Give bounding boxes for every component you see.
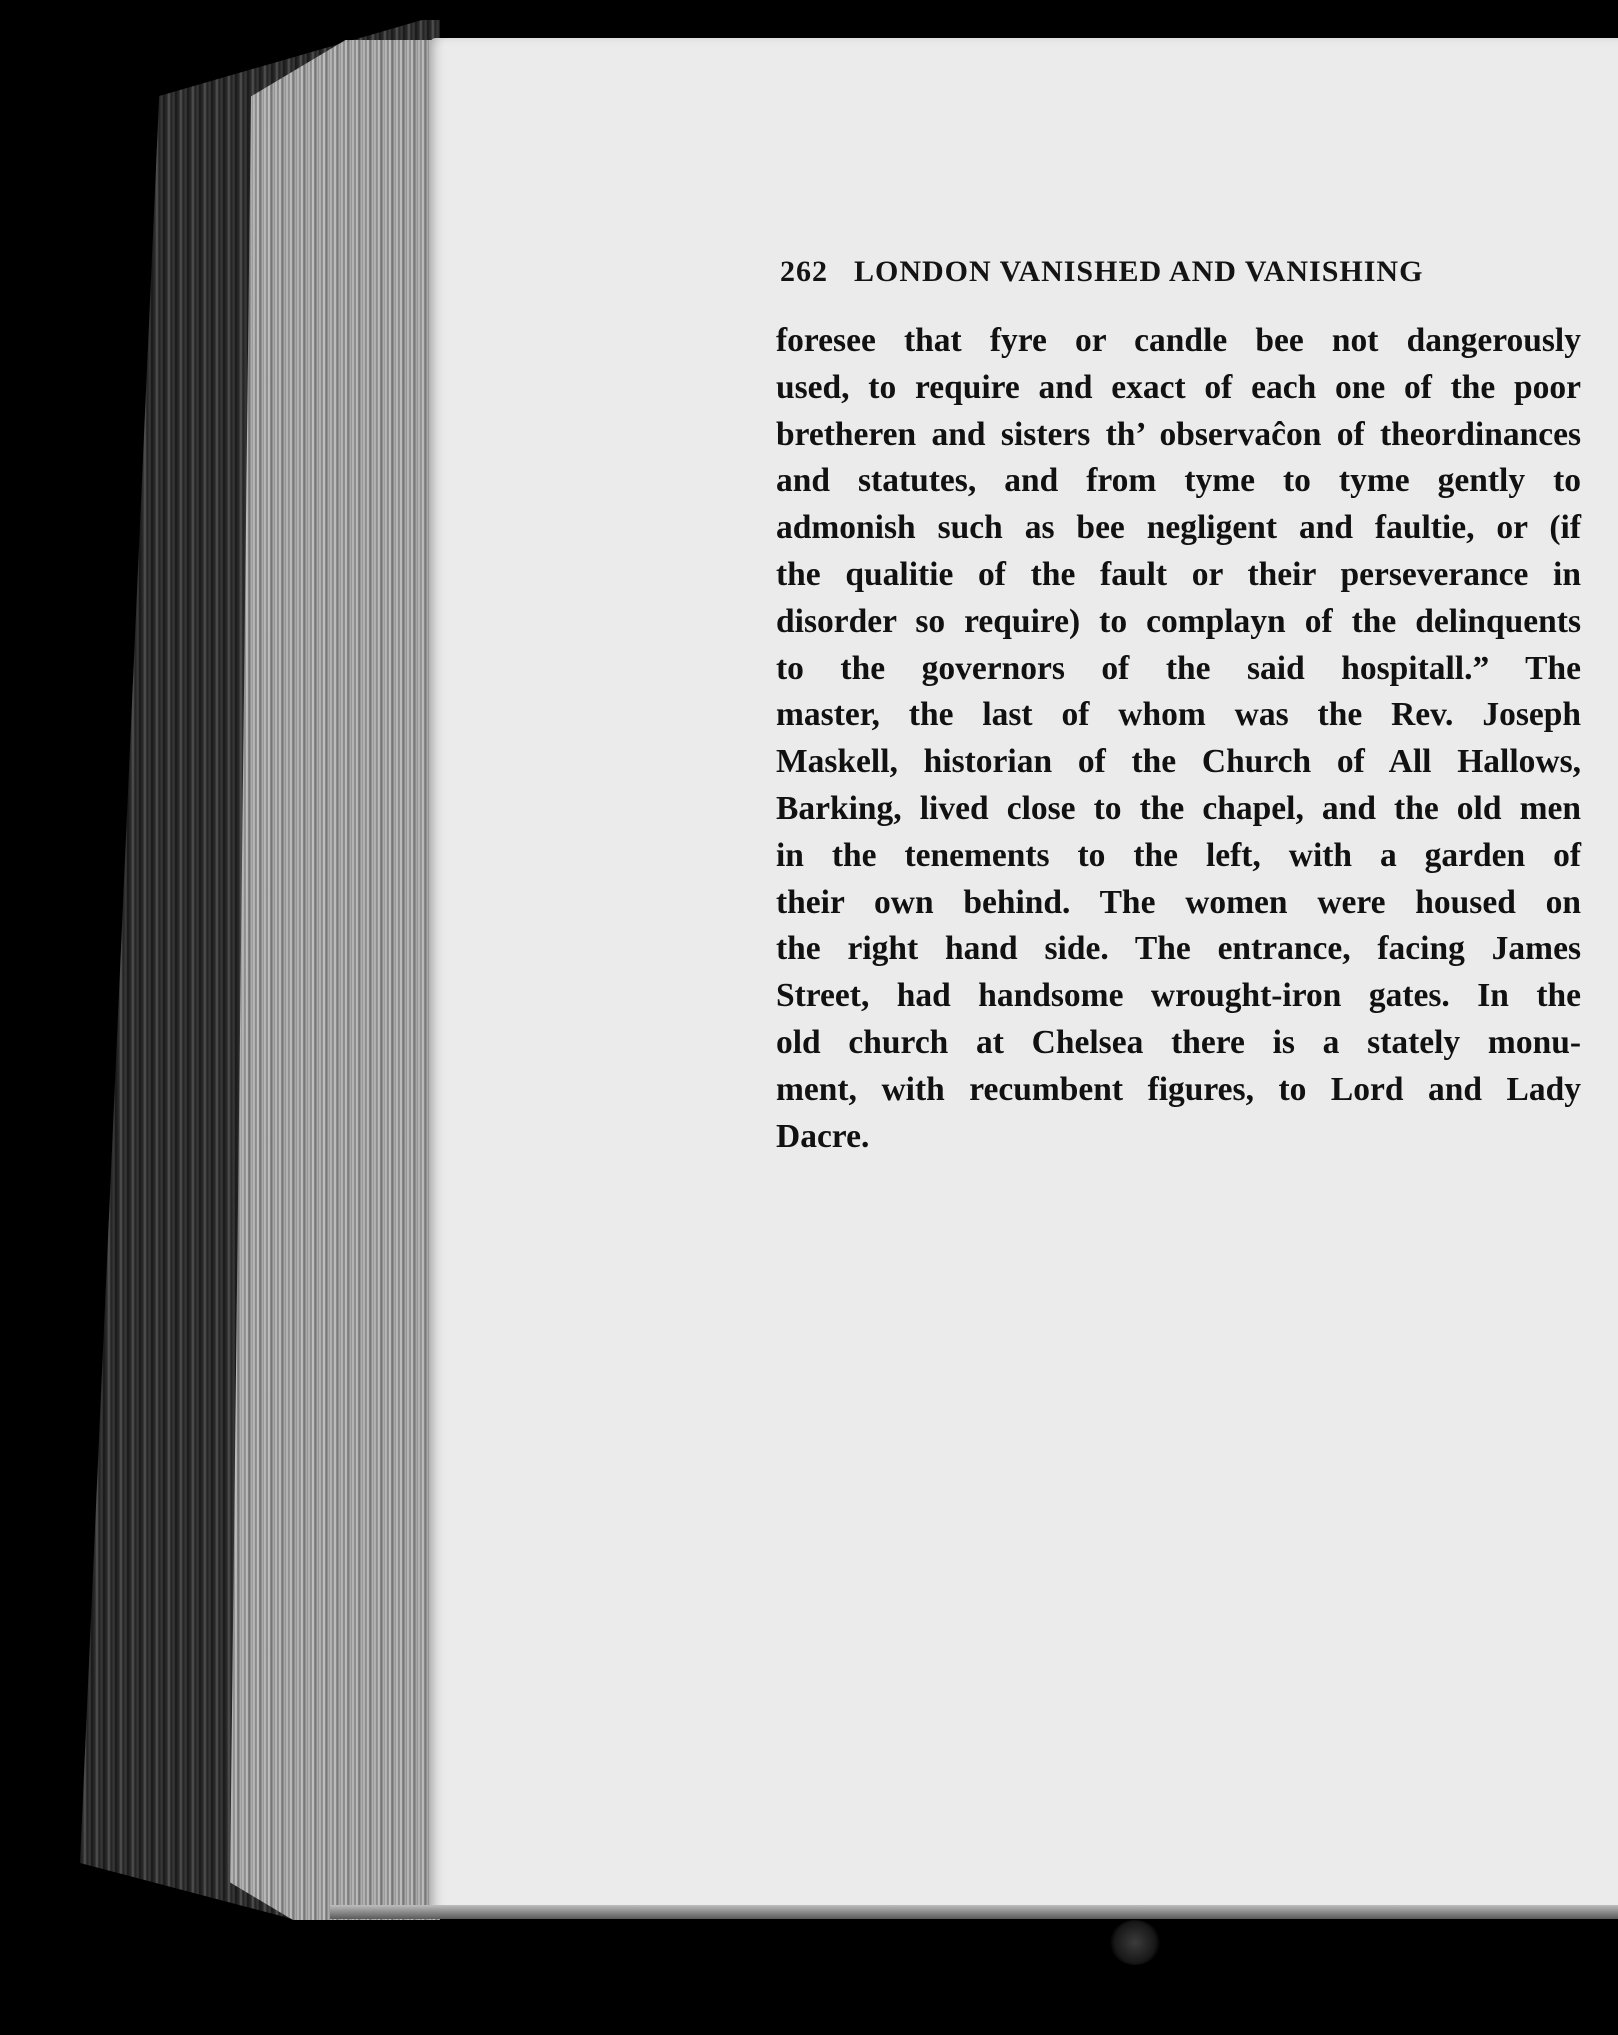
page-bottom-edge: [330, 1905, 1618, 1919]
running-title: LONDON VANISHED AND VANISHING: [854, 255, 1424, 288]
body-text: [776, 318, 1581, 1160]
text-line: used, to require and exact of each one of the poor: [776, 368, 1581, 406]
text-line: the right hand side. The entrance, facing James: [776, 930, 1581, 968]
text-line: Street, had handsome wrought-iron gates. In the: [776, 977, 1581, 1015]
text-line: to the governors of the said hospitall.” The: [776, 649, 1581, 687]
text-line: disorder so require) to complayn of the delinquents: [776, 602, 1581, 640]
running-head: [780, 255, 1423, 289]
text-line: their own behind. The women were housed on: [776, 883, 1581, 921]
page-number: 262: [780, 255, 828, 288]
text-line: Maskell, historian of the Church of All Hallows,: [776, 743, 1581, 781]
text-line: ment, with recumbent figures, to Lord and Lady: [776, 1070, 1581, 1108]
text-line: master, the last of whom was the Rev. Joseph: [776, 696, 1581, 734]
page-edges-highlight: [230, 40, 440, 1920]
text-line: Barking, lived close to the chapel, and the old men: [776, 789, 1581, 827]
text-line: bretheren and sisters th’ observaĉon of theordinances: [776, 415, 1581, 453]
text-line: and statutes, and from tyme to tyme gently to: [776, 462, 1581, 500]
text-line-last: Dacre.: [776, 1117, 870, 1155]
text-line: foresee that fyre or candle bee not dangerously: [776, 322, 1581, 359]
text-line: the qualitie of the fault or their perseverance in: [776, 555, 1581, 593]
scan-smudge: [1110, 1920, 1160, 1965]
text-line: old church at Chelsea there is a stately monu-: [776, 1023, 1581, 1061]
text-line: admonish such as bee negligent and faultie, or (if: [776, 509, 1581, 547]
text-line: in the tenements to the left, with a garden of: [776, 836, 1581, 874]
